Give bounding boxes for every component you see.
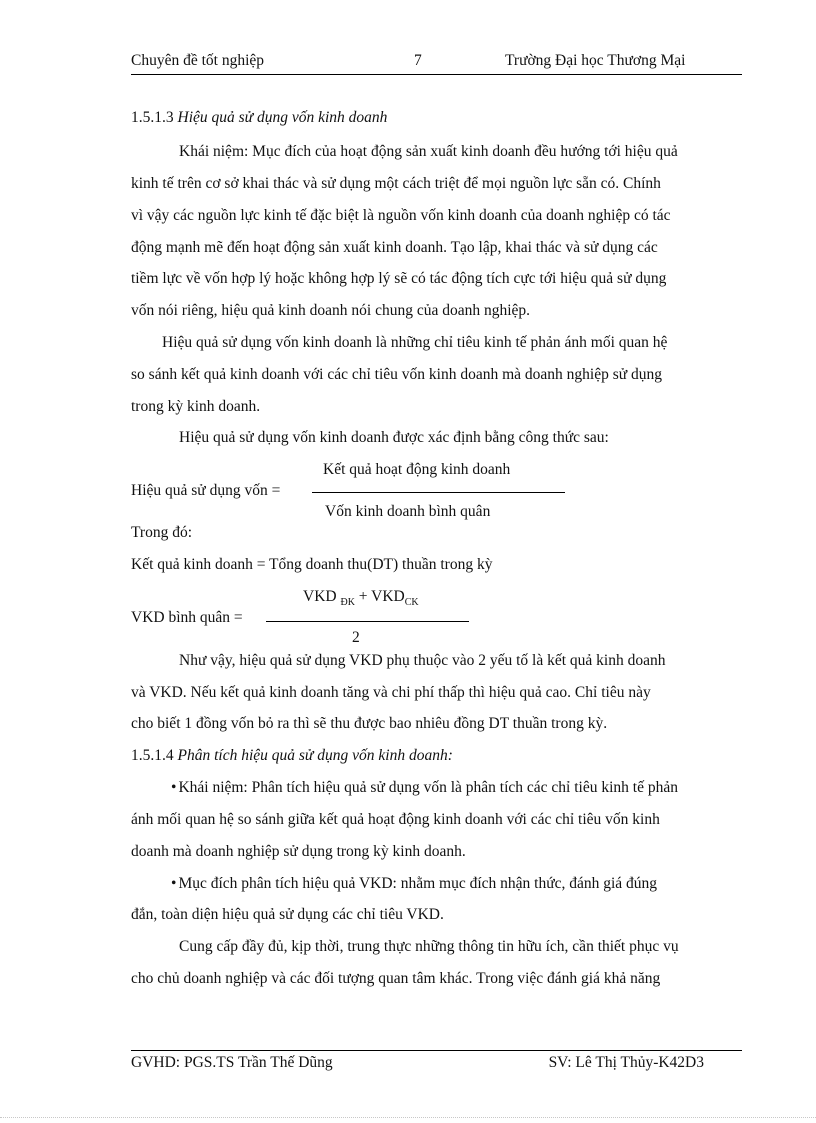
bullet-icon: • [171, 875, 177, 892]
para-2-line: trong kỳ kinh doanh. [131, 398, 261, 415]
trong-do-label: Trong đó: [131, 524, 193, 541]
formula-1-fraction-bar [312, 492, 565, 493]
ket-qua-definition: Kết quả kinh doanh = Tổng doanh thu(DT) thuần trong kỳ [131, 556, 493, 573]
para-4-line: và VKD. Nếu kết quả kinh doanh tăng và chi phí thấp thì hiệu quả cao. Chỉ tiêu này [131, 684, 651, 701]
para-1-line: động mạnh mẽ đến hoạt động sản xuất kinh doanh. Tạo lập, khai thác và sử dụng các [131, 239, 658, 256]
formula-2-numerator [303, 588, 419, 606]
formula-2-denominator: 2 [352, 629, 360, 646]
para-1-line: tiềm lực về vốn hợp lý hoặc không hợp lý sẽ có tác động tích cực tới hiệu quả sử dụng [131, 270, 667, 287]
para-4-line: Như vậy, hiệu quả sử dụng VKD phụ thuộc vào 2 yếu tố là kết quả kinh doanh [179, 652, 666, 669]
para-1-line: vốn nói riêng, hiệu quả kinh doanh nói chung của doanh nghiệp. [131, 302, 531, 319]
page-footer [131, 1050, 742, 1075]
formula-1-lhs: Hiệu quả sử dụng vốn = [131, 482, 281, 499]
footer-student: SV: Lê Thị Thủy-K42D3 [548, 1054, 704, 1071]
para-2-line: so sánh kết quả kinh doanh với các chỉ tiêu vốn kinh doanh mà doanh nghiệp sử dụng [131, 366, 663, 383]
formula-1-denominator: Vốn kinh doanh bình quân [325, 503, 491, 520]
para-1-line: kinh tế trên cơ sở khai thác và sử dụng một cách triệt để mọi nguồn lực sẵn có. Chính [131, 175, 661, 192]
para-5-line: Cung cấp đầy đủ, kịp thời, trung thực những thông tin hữu ích, cần thiết phục vụ [179, 938, 679, 955]
bullet-2-line [171, 875, 657, 893]
formula-2-fraction-bar [266, 621, 469, 622]
section-title: Hiệu quả sử dụng vốn kinh doanh [177, 109, 388, 126]
ck-subscript: CK [404, 597, 419, 608]
section-number: 1.5.1.3 [131, 109, 178, 126]
bullet-1-line: ánh mối quan hệ so sánh giữa kết quả hoạt động kinh doanh với các chỉ tiêu vốn kinh [131, 811, 660, 828]
header-left: Chuyên đề tốt nghiệp [131, 52, 265, 69]
page-edge-divider [0, 1117, 816, 1118]
para-1-line: Khái niệm: Mục đích của hoạt động sản xuất kinh doanh đều hướng tới hiệu quả [179, 143, 678, 160]
para-2-line: Hiệu quả sử dụng vốn kinh doanh là những chỉ tiêu kinh tế phản ánh mối quan hệ [162, 334, 668, 351]
section-heading-2 [131, 747, 453, 765]
formula-1-numerator: Kết quả hoạt động kinh doanh [323, 461, 511, 478]
vkd-dk-term: VKD [303, 588, 341, 605]
para-1-line: vì vậy các nguồn lực kinh tế đặc biệt là nguồn vốn kinh doanh của doanh nghiệp có tác [131, 207, 671, 224]
page-number: 7 [414, 52, 422, 69]
vkd-ck-term: + VKD [354, 588, 405, 605]
para-5-line: cho chủ doanh nghiệp và các đối tượng quan tâm khác. Trong việc đánh giá khả năng [131, 970, 661, 987]
para-4-line: cho biết 1 đồng vốn bỏ ra thì sẽ thu được bao nhiêu đồng DT thuần trong kỳ. [131, 715, 608, 732]
bullet-1-line [171, 779, 678, 797]
formula-2-lhs: VKD bình quân = [131, 609, 243, 626]
bullet-icon: • [171, 779, 177, 796]
section-title: Phân tích hiệu quả sử dụng vốn kinh doanh: [177, 747, 453, 764]
page-header [131, 52, 742, 75]
section-heading-1 [131, 109, 387, 127]
section-number: 1.5.1.4 [131, 747, 178, 764]
footer-supervisor: GVHD: PGS.TS Trần Thế Dũng [131, 1054, 333, 1071]
header-right: Trường Đại học Thương Mại [505, 52, 686, 69]
bullet-1-text: Khái niệm: Phân tích hiệu quả sử dụng vốn là phân tích các chỉ tiêu kinh tế phản [178, 779, 678, 796]
bullet-2-text: Mục đích phân tích hiệu quả VKD: nhằm mục đích nhận thức, đánh giá đúng [178, 875, 658, 892]
para-3: Hiệu quả sử dụng vốn kinh doanh được xác định bằng công thức sau: [179, 429, 609, 446]
dk-subscript: ĐK [340, 597, 355, 608]
bullet-1-line: doanh mà doanh nghiệp sử dụng trong kỳ kinh doanh. [131, 843, 466, 860]
bullet-2-line: đắn, toàn diện hiệu quả sử dụng các chỉ tiêu VKD. [131, 906, 444, 923]
